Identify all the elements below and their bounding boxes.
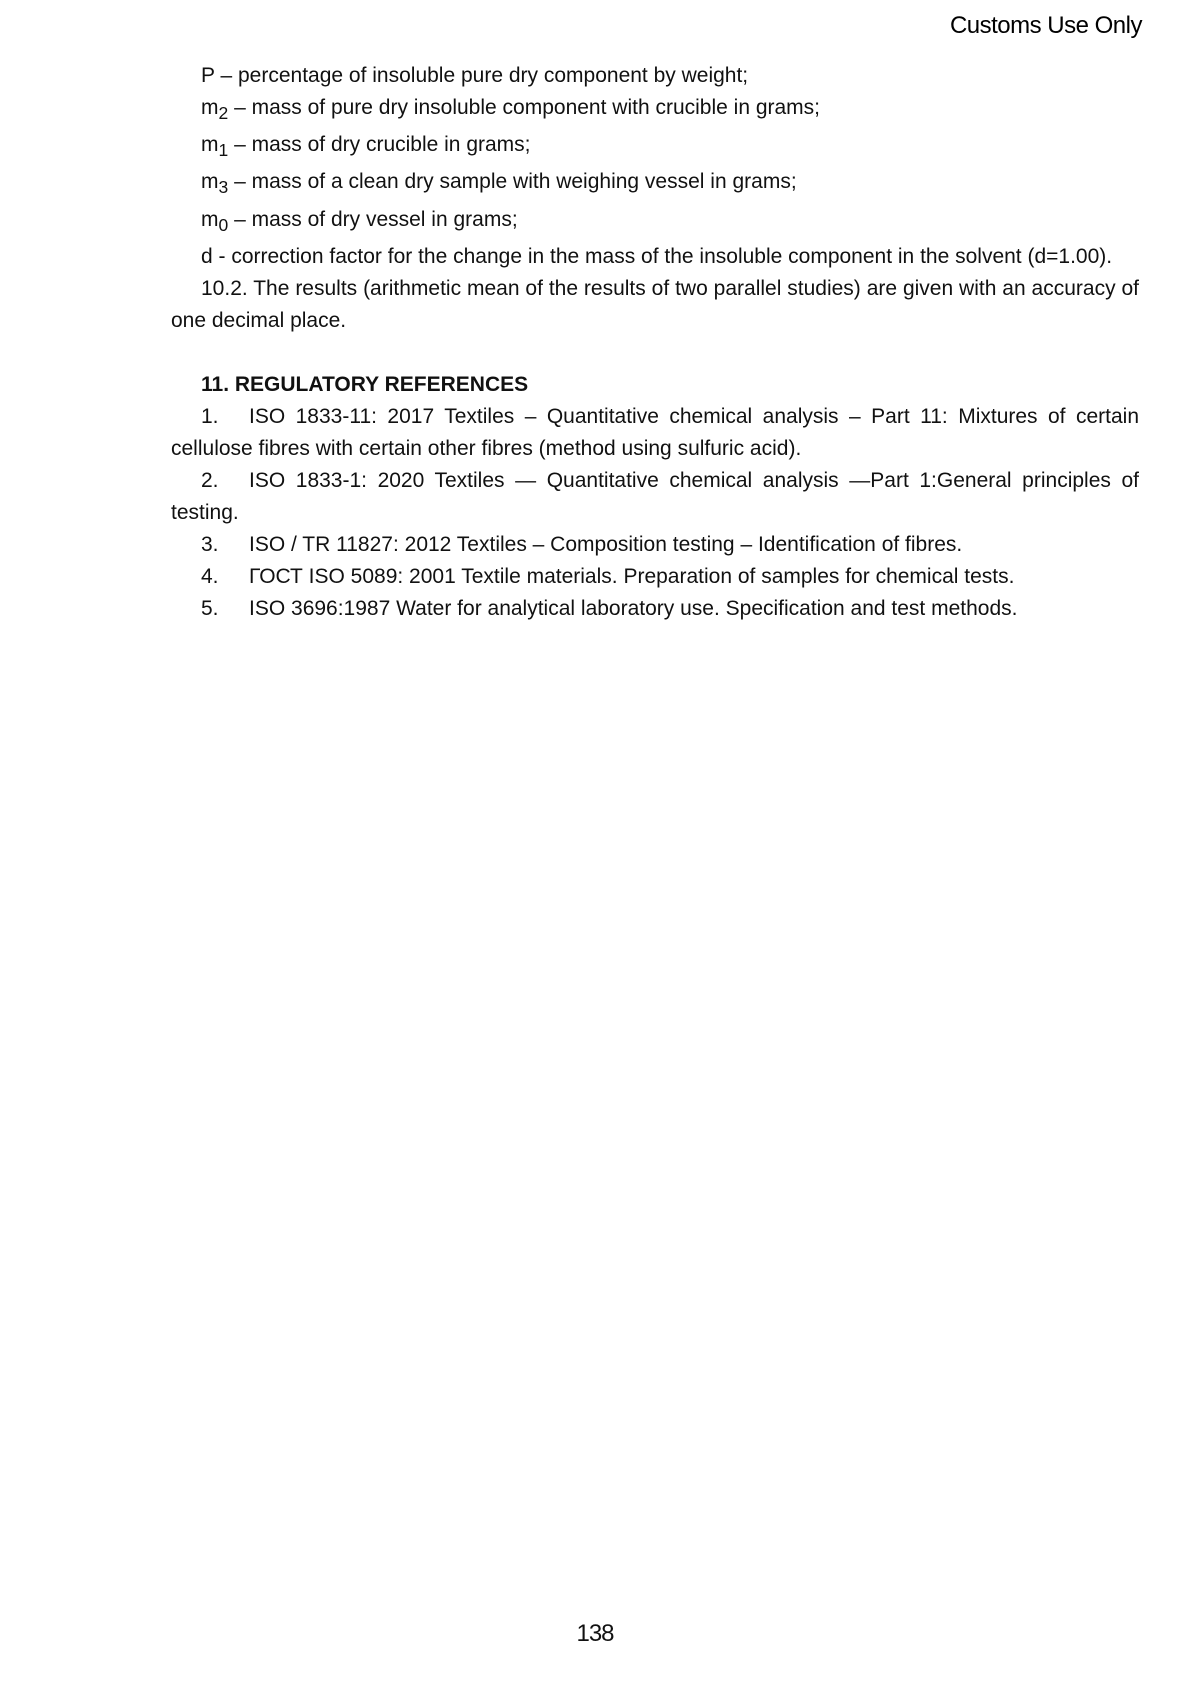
definition-item — [171, 60, 1139, 92]
section-heading: 11. REGULATORY REFERENCES — [201, 372, 529, 396]
definition-subscript: 0 — [218, 214, 229, 235]
definitions-list — [171, 60, 1139, 241]
definition-item — [171, 204, 1139, 241]
reference-text: ГОСТ ISO 5089: 2001 Textile materials. Preparation of samples for chemical tests. — [249, 564, 1015, 588]
reference-number: 5. — [201, 596, 219, 620]
definition-symbol: m — [201, 170, 219, 194]
definition-item — [171, 129, 1139, 166]
definition-text: – mass of pure dry insoluble component with crucible in grams; — [228, 96, 821, 119]
definition-text: – mass of a clean dry sample with weighing vessel in grams; — [228, 170, 797, 194]
page-header: Customs Use Only — [949, 12, 1142, 39]
reference-text: ISO 3696:1987 Water for analytical laboratory use. Specification and test methods. — [249, 596, 1018, 620]
page-number: 138 — [576, 1620, 614, 1647]
definition-symbol: m — [201, 96, 219, 119]
definition-subscript: 1 — [218, 140, 229, 161]
definition-subscript: 3 — [218, 177, 229, 198]
definition-symbol: P — [201, 64, 215, 87]
definition-symbol: m — [201, 133, 219, 157]
reference-item — [171, 593, 1139, 625]
reference-text: ISO / TR 11827: 2012 Textiles – Composition testing – Identification of fibres. — [249, 532, 963, 556]
reference-number: 2. — [201, 468, 219, 492]
reference-number: 3. — [201, 532, 219, 556]
definition-text: – percentage of insoluble pure dry component by weight; — [214, 64, 749, 87]
reference-number: 1. — [201, 404, 219, 428]
definition-subscript: 2 — [218, 103, 229, 124]
results-note-paragraph: 10.2. The results (arithmetic mean of the results of two parallel studies) are given with an accuracy of one decimal place. — [171, 276, 1139, 332]
definition-item — [171, 166, 1139, 203]
reference-item — [171, 465, 1139, 529]
page-content — [171, 60, 1139, 625]
reference-number: 4. — [201, 564, 219, 588]
definition-text: – mass of dry crucible in grams; — [228, 133, 531, 157]
definition-symbol: m — [201, 207, 219, 231]
section-gap — [171, 337, 1139, 369]
definition-item — [171, 92, 1139, 129]
reference-text: ISO 1833-11: 2017 Textiles – Quantitative chemical analysis – Part 11: Mixtures of certain cellulose fibres with certain other fibres (method using sulfuric acid). — [171, 404, 1139, 460]
reference-item — [171, 561, 1139, 593]
reference-text: ISO 1833-1: 2020 Textiles — Quantitative chemical analysis —Part 1:General principles of testing. — [171, 468, 1139, 524]
definition-text: – mass of dry vessel in grams; — [228, 207, 518, 231]
references-list — [171, 401, 1139, 625]
reference-item — [171, 529, 1139, 561]
correction-factor-paragraph: d - correction factor for the change in the mass of the insoluble component in the solvent (d=1.00). — [201, 244, 1113, 268]
reference-item — [171, 401, 1139, 465]
